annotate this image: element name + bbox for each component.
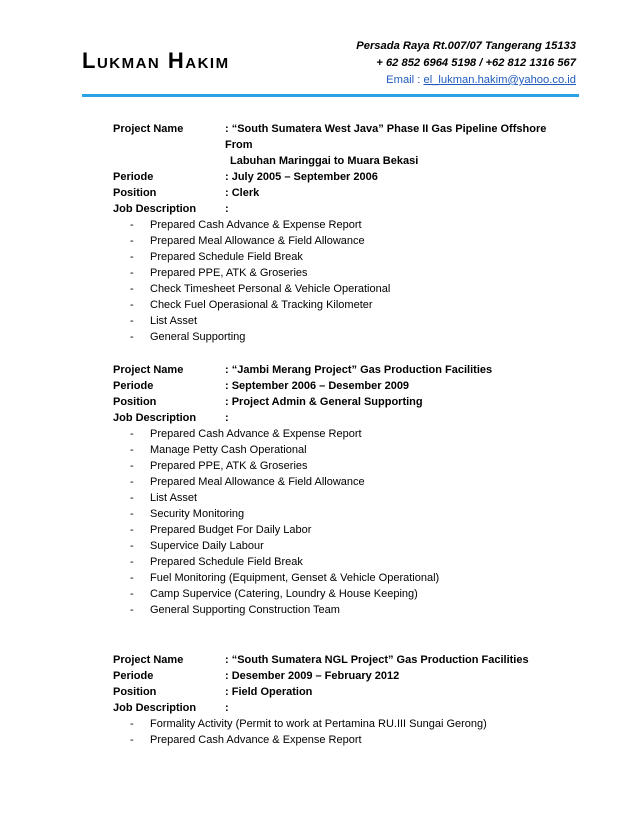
job-description-label: Job Description [113,412,197,424]
bullet-dash: - [130,492,134,504]
task-text: Prepared PPE, ATK & Groseries [150,460,308,472]
task-text: Security Monitoring [150,508,245,520]
task-item [113,716,553,732]
position-label: Position [113,686,157,698]
task-item [113,458,553,474]
task-list [113,716,553,748]
bullet-dash: - [130,299,134,311]
bullet-dash: - [130,524,134,536]
task-text: List Asset [150,492,198,504]
task-item [113,426,553,442]
period-label: Periode [113,670,154,682]
task-item [113,329,553,345]
bullet-dash: - [130,315,134,327]
bullet-dash: - [130,444,134,456]
task-text: General Supporting Construction Team [150,604,340,616]
position-value: : Project Admin & General Supporting [225,396,423,408]
bullet-dash: - [130,604,134,616]
task-list [113,426,553,618]
task-item [113,490,553,506]
task-item [113,265,553,281]
task-text: Prepared Cash Advance & Expense Report [150,219,362,231]
bullet-dash: - [130,540,134,552]
job-description-colon: : [225,702,229,714]
bullet-dash: - [130,219,134,231]
position-label: Position [113,396,157,408]
project-name-line2: Labuhan Maringgai to Muara Bekasi [230,155,419,167]
task-text: Prepared Schedule Field Break [150,251,303,263]
task-text: Fuel Monitoring (Equipment, Genset & Vehicle Operational) [150,572,440,584]
task-text: List Asset [150,315,198,327]
position-label: Position [113,187,157,199]
task-item [113,586,553,602]
email-link[interactable]: el_lukman.hakim@yahoo.co.id [423,74,576,86]
task-text: Prepared Cash Advance & Expense Report [150,734,362,746]
task-text: Check Fuel Operasional & Tracking Kilometer [150,299,373,311]
period-value: : July 2005 – September 2006 [225,171,378,183]
bullet-dash: - [130,267,134,279]
bullet-dash: - [130,556,134,568]
bullet-dash: - [130,476,134,488]
project-name: : “South Sumatera West Java” Phase II Gas Pipeline Offshore From [225,123,547,151]
task-item [113,570,553,586]
project-section [113,652,553,748]
address: Persada Raya Rt.007/07 Tangerang 15133 [356,40,576,52]
task-text: Prepared Budget For Daily Labor [150,524,312,536]
task-text: Prepared Meal Allowance & Field Allowance [150,476,365,488]
task-item [113,732,553,748]
task-item [113,506,553,522]
bullet-dash: - [130,588,134,600]
task-list [113,217,553,345]
project-name-label: Project Name [113,654,184,666]
task-text: Formality Activity (Permit to work at Pertamina RU.III Sungai Gerong) [150,718,487,730]
project-section [113,362,553,618]
contact-block [356,38,576,89]
bullet-dash: - [130,235,134,247]
bullet-dash: - [130,460,134,472]
bullet-dash: - [130,251,134,263]
job-description-label: Job Description [113,702,197,714]
task-text: General Supporting [150,331,246,343]
task-text: Supervice Daily Labour [150,540,264,552]
project-name: : “South Sumatera NGL Project” Gas Production Facilities [225,654,529,666]
period-value: : September 2006 – Desember 2009 [225,380,410,392]
project-name-label: Project Name [113,364,184,376]
bullet-dash: - [130,331,134,343]
task-item [113,313,553,329]
task-item [113,474,553,490]
project-name: : “Jambi Merang Project” Gas Production Facilities [225,364,493,376]
period-label: Periode [113,380,154,392]
task-text: Camp Supervice (Catering, Loundry & House Keeping) [150,588,418,600]
task-item [113,522,553,538]
bullet-dash: - [130,734,134,746]
bullet-dash: - [130,718,134,730]
email-line [356,72,576,89]
task-text: Check Timesheet Personal & Vehicle Operational [150,283,391,295]
job-description-label: Job Description [113,203,197,215]
task-text: Prepared Meal Allowance & Field Allowance [150,235,365,247]
task-text: Prepared PPE, ATK & Groseries [150,267,308,279]
project-section [113,121,553,345]
task-item [113,249,553,265]
bullet-dash: - [130,508,134,520]
phone: + 62 852 6964 5198 / +62 812 1316 567 [376,57,576,69]
job-description-colon: : [225,412,229,424]
task-text: Prepared Cash Advance & Expense Report [150,428,362,440]
task-item [113,217,553,233]
task-item [113,538,553,554]
task-item [113,281,553,297]
person-name: Lukman Hakim [82,48,230,73]
task-text: Prepared Schedule Field Break [150,556,303,568]
project-name-label: Project Name [113,123,184,135]
position-value: : Field Operation [225,686,313,698]
bullet-dash: - [130,572,134,584]
bullet-dash: - [130,428,134,440]
position-value: : Clerk [225,187,260,199]
job-description-colon: : [225,203,229,215]
task-text: Manage Petty Cash Operational [150,444,307,456]
email-label: Email : [386,74,421,86]
task-item [113,602,553,618]
task-item [113,297,553,313]
task-item [113,442,553,458]
bullet-dash: - [130,283,134,295]
period-label: Periode [113,171,154,183]
task-item [113,554,553,570]
task-item [113,233,553,249]
period-value: : Desember 2009 – February 2012 [225,670,400,682]
header-divider [82,94,579,97]
